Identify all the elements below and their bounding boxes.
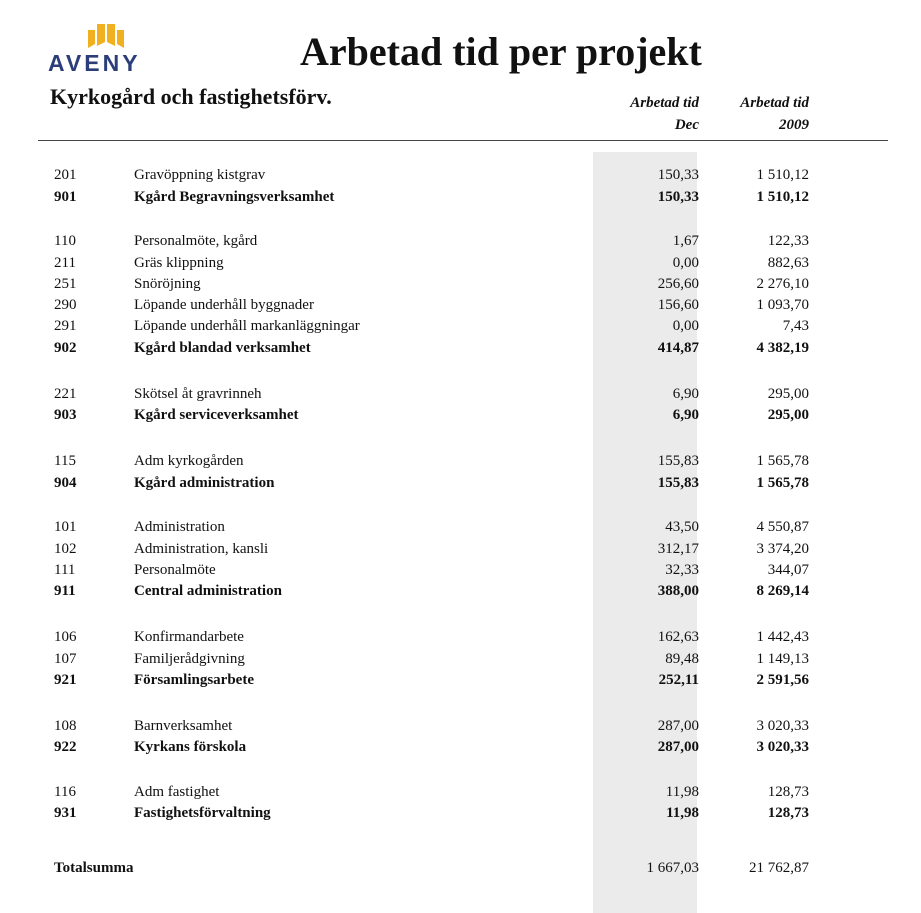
hours-year: 3 020,33 [756, 718, 809, 734]
page-title: Arbetad tid per projekt [300, 29, 702, 74]
hours-dec: 414,87 [657, 340, 699, 356]
table-row [0, 560, 921, 581]
hours-year: 2 276,10 [756, 276, 809, 292]
project-code: 911 [54, 583, 76, 599]
aveny-logo [48, 22, 163, 74]
column-header-dec-line2: Dec [674, 117, 699, 133]
subtotal-row [0, 405, 921, 426]
table-row [0, 165, 921, 186]
subtotal-row [0, 473, 921, 494]
project-name: Adm fastighet [134, 784, 220, 800]
total-hours-year: 21 762,87 [749, 860, 809, 876]
hours-year: 1 510,12 [756, 189, 809, 205]
project-code: 903 [54, 407, 77, 423]
hours-dec: 162,63 [657, 629, 699, 645]
table-row [0, 451, 921, 472]
project-name: Central administration [134, 583, 282, 599]
project-code: 102 [54, 541, 77, 557]
project-code: 107 [54, 651, 77, 667]
hours-dec: 0,00 [672, 255, 699, 271]
hours-dec: 252,11 [658, 672, 699, 688]
hours-year: 1 149,13 [756, 651, 809, 667]
table-row [0, 295, 921, 316]
hours-dec: 287,00 [657, 718, 699, 734]
table-row [0, 253, 921, 274]
project-code: 921 [54, 672, 77, 688]
project-code: 290 [54, 297, 77, 313]
page-subtitle: Kyrkogård och fastighetsförv. [50, 84, 332, 109]
project-name: Kgård Begravningsverksamhet [134, 189, 335, 205]
logo-mark-icon [86, 22, 126, 52]
project-code: 101 [54, 519, 77, 535]
hours-dec: 11,98 [665, 784, 699, 800]
project-code: 106 [54, 629, 77, 645]
project-name: Kgård administration [134, 475, 275, 491]
table-row [0, 316, 921, 337]
subtotal-row [0, 581, 921, 602]
project-name: Kgård blandad verksamhet [134, 340, 311, 356]
total-row [0, 858, 921, 879]
hours-year: 7,43 [782, 318, 809, 334]
column-header-year-line2: 2009 [779, 117, 809, 133]
project-name: Administration [134, 519, 225, 535]
project-code: 108 [54, 718, 77, 734]
hours-dec: 287,00 [657, 739, 699, 755]
table-row [0, 517, 921, 538]
hours-year: 882,63 [767, 255, 809, 271]
project-name: Snöröjning [134, 276, 201, 292]
hours-year: 128,73 [767, 784, 809, 800]
subtotal-row [0, 187, 921, 208]
table-row [0, 627, 921, 648]
table-row [0, 649, 921, 670]
project-name: Skötsel åt gravrinneh [134, 386, 262, 402]
project-code: 221 [54, 386, 77, 402]
hours-year: 1 565,78 [756, 475, 809, 491]
hours-dec: 155,83 [657, 475, 699, 491]
project-name: Kgård serviceverksamhet [134, 407, 299, 423]
hours-dec: 156,60 [657, 297, 699, 313]
project-code: 110 [54, 233, 76, 249]
table-row [0, 782, 921, 803]
project-name: Löpande underhåll markanläggningar [134, 318, 360, 334]
subtotal-row [0, 803, 921, 824]
hours-dec: 150,33 [657, 167, 699, 183]
hours-dec: 32,33 [665, 562, 699, 578]
project-name: Adm kyrkogården [134, 453, 244, 469]
project-name: Löpande underhåll byggnader [134, 297, 314, 313]
project-code: 211 [54, 255, 76, 271]
hours-dec: 388,00 [657, 583, 699, 599]
project-name: Konfirmandarbete [134, 629, 244, 645]
hours-dec: 312,17 [657, 541, 699, 557]
project-code: 111 [54, 562, 76, 578]
logo-text: AVENY [48, 50, 141, 76]
project-code: 904 [54, 475, 77, 491]
hours-year: 4 382,19 [756, 340, 809, 356]
table-row [0, 716, 921, 737]
hours-year: 4 550,87 [756, 519, 809, 535]
subtotal-row [0, 670, 921, 691]
subtotal-row [0, 338, 921, 359]
project-name: Kyrkans förskola [134, 739, 247, 755]
hours-dec: 155,83 [657, 453, 699, 469]
hours-year: 8 269,14 [756, 583, 809, 599]
header-divider [38, 140, 888, 141]
hours-dec: 150,33 [657, 189, 699, 205]
project-name: Gravöppning kistgrav [134, 167, 266, 183]
hours-year: 1 565,78 [756, 453, 809, 469]
hours-year: 295,00 [767, 386, 809, 402]
project-code: 901 [54, 189, 77, 205]
hours-dec: 1,67 [672, 233, 699, 249]
project-code: 902 [54, 340, 77, 356]
project-name: Familjerådgivning [134, 651, 245, 667]
hours-dec: 0,00 [672, 318, 699, 334]
hours-year: 122,33 [767, 233, 809, 249]
project-code: 251 [54, 276, 77, 292]
subtotal-row [0, 737, 921, 758]
project-name: Personalmöte [134, 562, 216, 578]
project-code: 922 [54, 739, 77, 755]
hours-year: 1 093,70 [756, 297, 809, 313]
column-header-dec-line1: Arbetad tid [630, 95, 699, 111]
hours-dec: 256,60 [657, 276, 699, 292]
hours-dec: 11,98 [666, 805, 699, 821]
project-name: Administration, kansli [134, 541, 269, 557]
hours-year: 128,73 [767, 805, 809, 821]
project-code: 201 [54, 167, 77, 183]
project-code: 291 [54, 318, 77, 334]
hours-dec: 6,90 [672, 407, 699, 423]
table-row [0, 539, 921, 560]
hours-year: 1 442,43 [756, 629, 809, 645]
hours-year: 295,00 [767, 407, 809, 423]
total-label: Totalsumma [54, 860, 134, 876]
table-row [0, 384, 921, 405]
project-name: Gräs klippning [134, 255, 224, 271]
table-row [0, 274, 921, 295]
total-hours-dec: 1 667,03 [646, 860, 699, 876]
project-name: Barnverksamhet [134, 718, 233, 734]
project-code: 115 [54, 453, 76, 469]
hours-year: 3 374,20 [756, 541, 809, 557]
table-row [0, 231, 921, 252]
hours-dec: 89,48 [665, 651, 699, 667]
hours-year: 344,07 [767, 562, 809, 578]
project-code: 116 [54, 784, 76, 800]
project-name: Personalmöte, kgård [134, 233, 258, 249]
project-name: Församlingsarbete [134, 672, 254, 688]
hours-year: 2 591,56 [756, 672, 809, 688]
column-header-year [689, 92, 809, 136]
hours-dec: 6,90 [672, 386, 699, 402]
hours-year: 1 510,12 [756, 167, 809, 183]
hours-dec: 43,50 [665, 519, 699, 535]
column-header-dec [579, 92, 699, 136]
hours-year: 3 020,33 [756, 739, 809, 755]
column-header-year-line1: Arbetad tid [740, 95, 809, 111]
project-name: Fastighetsförvaltning [134, 805, 271, 821]
project-code: 931 [54, 805, 77, 821]
